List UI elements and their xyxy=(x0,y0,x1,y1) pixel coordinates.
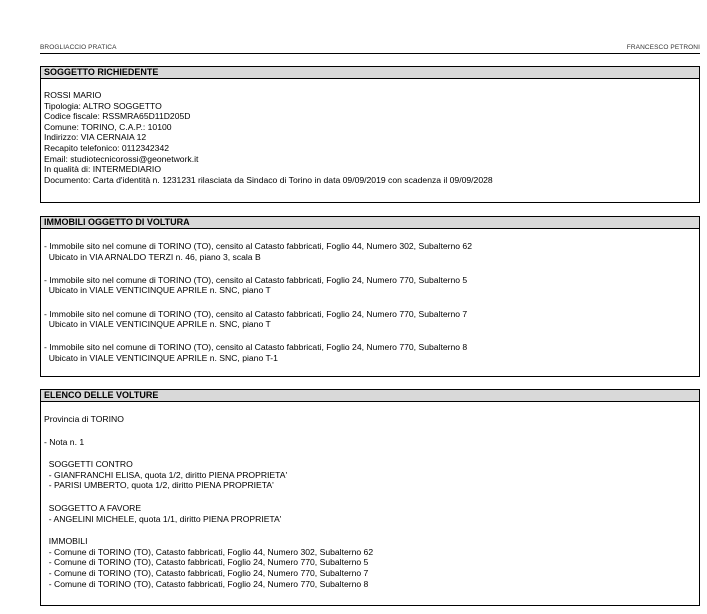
section-title: ELENCO DELLE VOLTURE xyxy=(41,390,699,402)
richiedente-nome: ROSSI MARIO xyxy=(44,90,102,100)
immobile-descrizione: - Immobile sito nel comune di TORINO (TO), censito al Catasto fabbricati, Foglio 24, Numero 770, Subalterno 7 xyxy=(44,308,468,319)
immobile-ubicazione: Ubicato in VIALE VENTICINQUE APRILE n. SNC, piano T-1 xyxy=(44,352,278,363)
volture-provincia: Provincia di TORINO xyxy=(44,414,124,424)
immobile-descrizione: - Immobile sito nel comune di TORINO (TO), censito al Catasto fabbricati, Foglio 44, Numero 302, Subalterno 62 xyxy=(44,241,472,251)
section-body xyxy=(41,79,699,185)
richiedente-telefono: Recapito telefonico: 0112342342 xyxy=(44,142,170,153)
section-elenco-volture xyxy=(40,389,700,606)
richiedente-codice-fiscale: Codice fiscale: RSSMRA65D11D205D xyxy=(44,111,191,122)
header-left: BROGLIACCIO PRATICA xyxy=(40,44,117,51)
section-title: SOGGETTO RICHIEDENTE xyxy=(41,67,699,79)
immobile-ubicazione: Ubicato in VIALE VENTICINQUE APRILE n. SNC, piano T xyxy=(44,285,271,296)
immobile-item xyxy=(44,241,696,262)
richiedente-email: Email: studiotecnicorossi@geonetwork.it xyxy=(44,153,199,164)
soggetto-contro-item: - PARISI UMBERTO, quota 1/2, diritto PIENA PROPRIETA' xyxy=(44,480,274,491)
volture-nota: - Nota n. 1 xyxy=(44,436,85,447)
richiedente-indirizzo: Indirizzo: VIA CERNAIA 12 xyxy=(44,132,147,143)
soggetto-favore-title: SOGGETTO A FAVORE xyxy=(44,502,142,513)
document-page xyxy=(40,44,700,606)
immobile-item xyxy=(44,275,696,296)
header-right: FRANCESCO PETRONI xyxy=(626,44,700,51)
richiedente-tipologia: Tipologia: ALTRO SOGGETTO xyxy=(44,100,162,111)
immobile-voltura-item: - Comune di TORINO (TO), Catasto fabbricati, Foglio 24, Numero 770, Subalterno 5 xyxy=(44,557,369,568)
soggetto-favore-item: - ANGELINI MICHELE, quota 1/1, diritto PIENA PROPRIETA' xyxy=(44,513,282,524)
immobile-descrizione: - Immobile sito nel comune di TORINO (TO), censito al Catasto fabbricati, Foglio 24, Numero 770, Subalterno 8 xyxy=(44,342,468,353)
immobile-ubicazione: Ubicato in VIA ARNALDO TERZI n. 46, piano 3, scala B xyxy=(44,251,261,262)
page-header xyxy=(40,44,700,54)
richiedente-documento: Documento: Carta d'identità n. 1231231 rilasciata da Sindaco di Torino in data 09/09/2019 con scadenza il 09/09/2028 xyxy=(44,174,493,185)
immobile-ubicazione: Ubicato in VIALE VENTICINQUE APRILE n. SNC, piano T xyxy=(44,319,271,330)
soggetti-contro-title: SOGGETTI CONTRO xyxy=(44,459,133,470)
richiedente-comune: Comune: TORINO, C.A.P.: 10100 xyxy=(44,121,172,132)
immobile-voltura-item: - Comune di TORINO (TO), Catasto fabbricati, Foglio 44, Numero 302, Subalterno 62 xyxy=(44,546,374,557)
section-soggetto-richiedente xyxy=(40,66,700,203)
immobile-item xyxy=(44,342,696,363)
section-title: IMMOBILI OGGETTO DI VOLTURA xyxy=(41,217,699,229)
immobile-voltura-item: - Comune di TORINO (TO), Catasto fabbricati, Foglio 24, Numero 770, Subalterno 7 xyxy=(44,567,369,578)
soggetto-contro-item: - GIANFRANCHI ELISA, quota 1/2, diritto PIENA PROPRIETA' xyxy=(44,469,288,480)
section-body xyxy=(41,229,699,364)
immobili-volture-title: IMMOBILI xyxy=(44,536,88,547)
immobile-descrizione: - Immobile sito nel comune di TORINO (TO), censito al Catasto fabbricati, Foglio 24, Numero 770, Subalterno 5 xyxy=(44,274,468,285)
section-body xyxy=(41,402,699,589)
immobile-item xyxy=(44,309,696,330)
section-immobili-voltura xyxy=(40,216,700,377)
immobile-voltura-item: - Comune di TORINO (TO), Catasto fabbricati, Foglio 24, Numero 770, Subalterno 8 xyxy=(44,578,369,589)
richiedente-qualita: In qualità di: INTERMEDIARIO xyxy=(44,164,162,175)
